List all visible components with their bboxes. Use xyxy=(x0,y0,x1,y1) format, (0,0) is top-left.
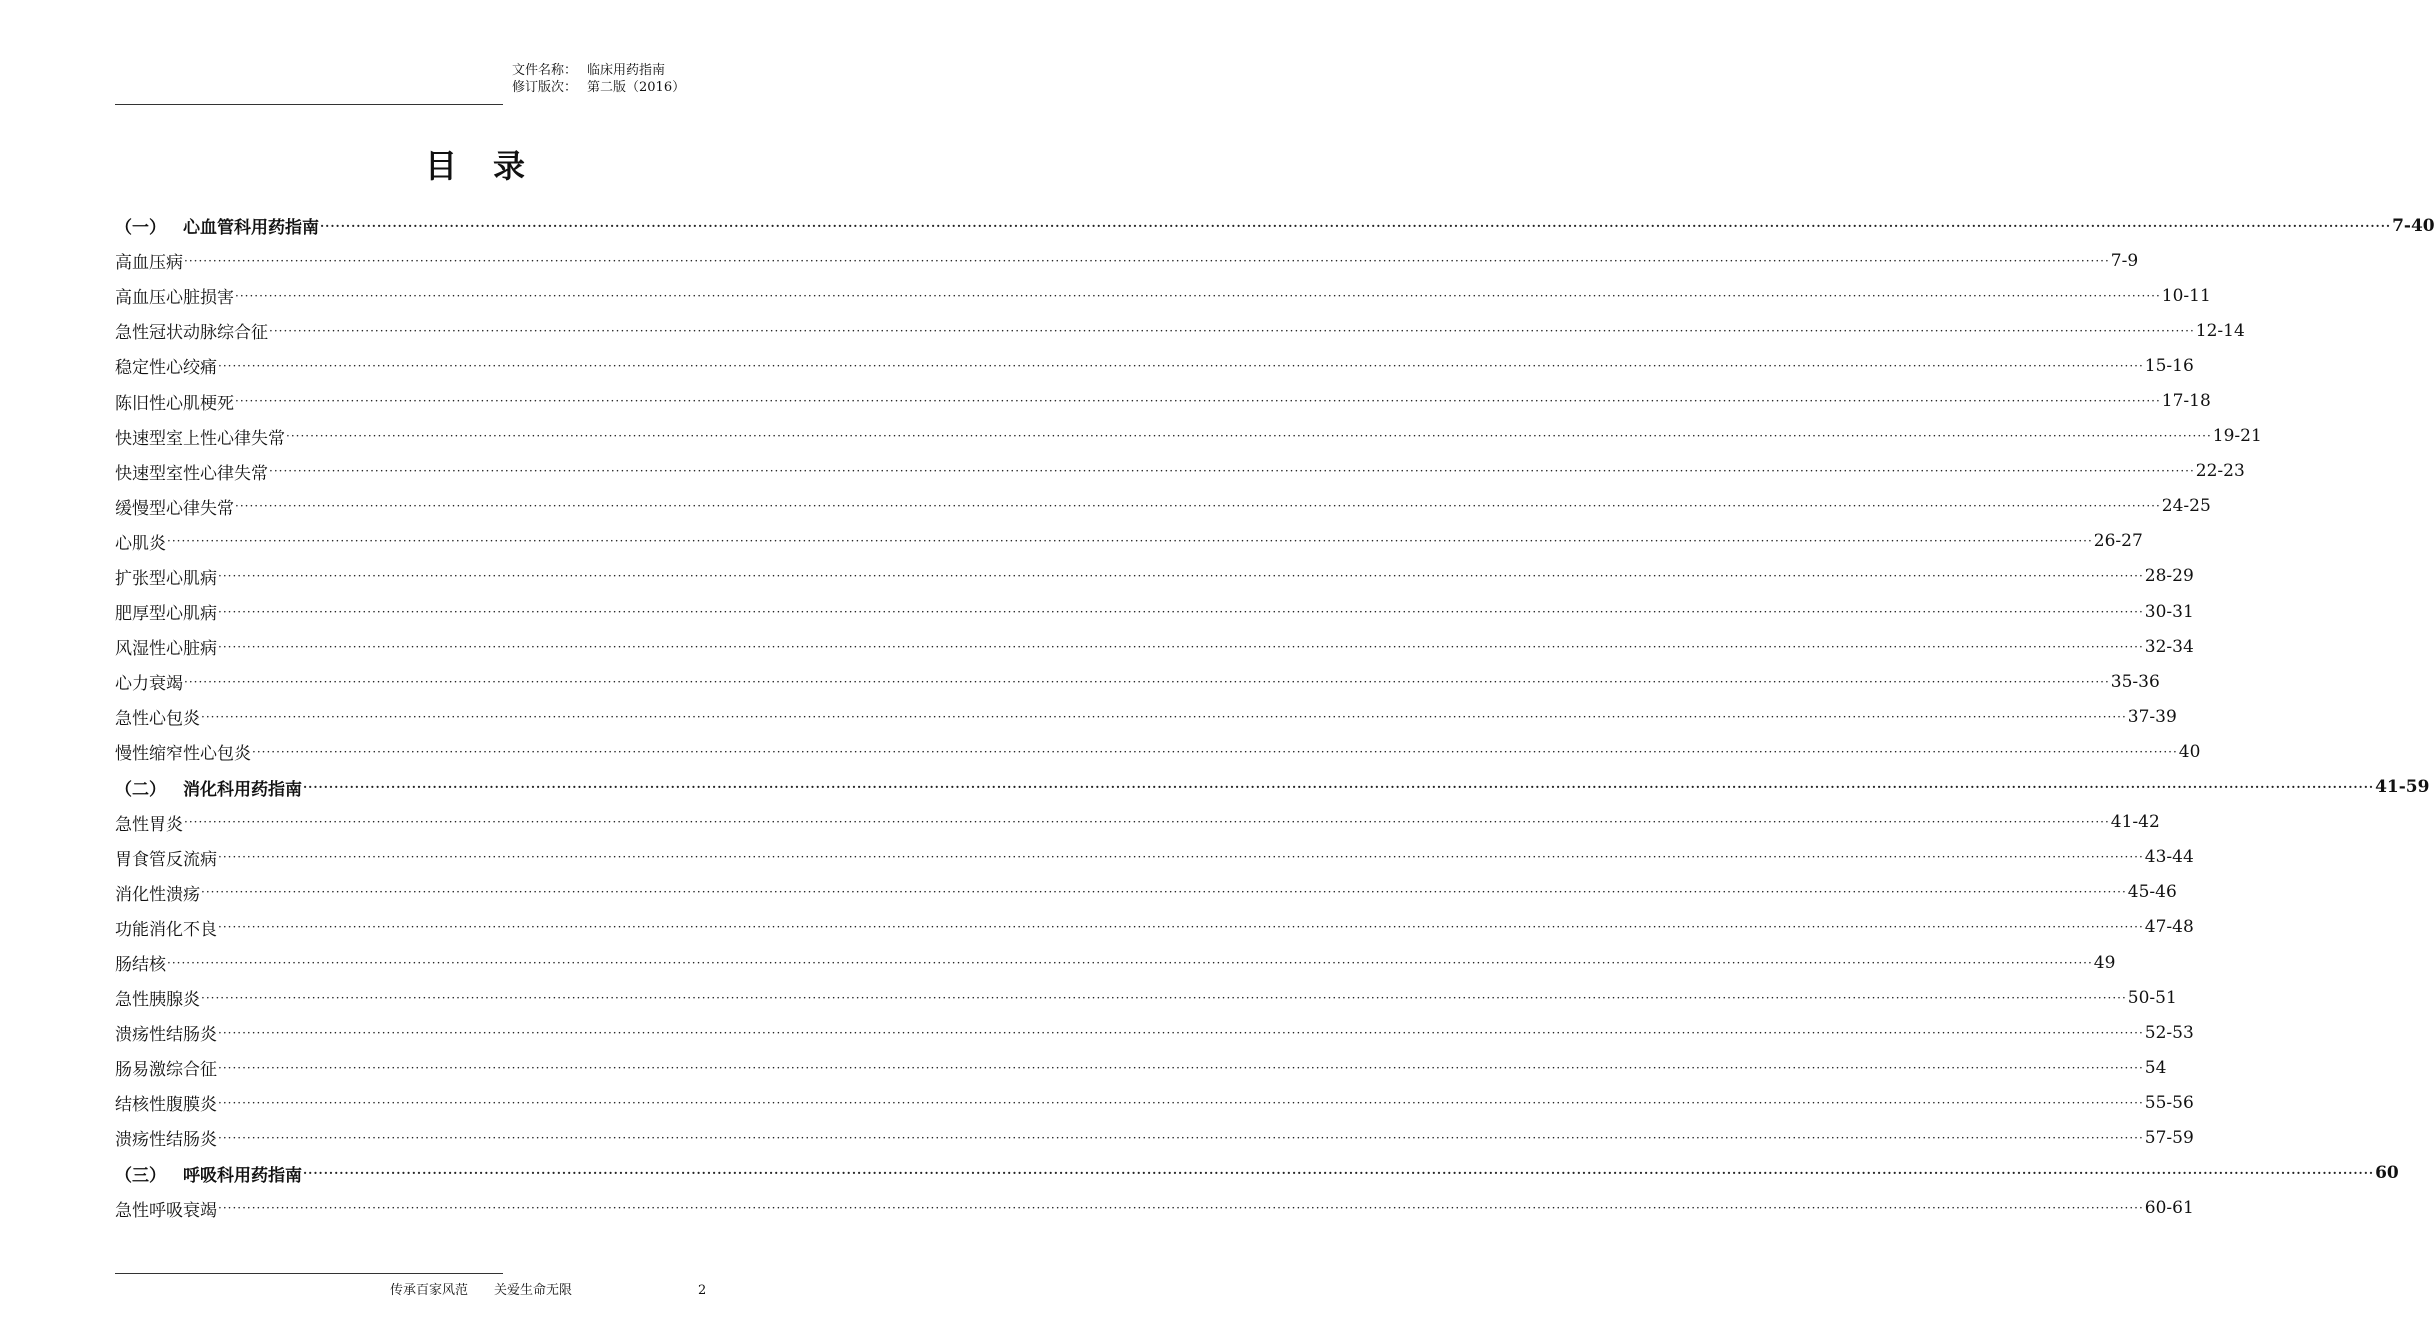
toc-title: 消化性溃疡 xyxy=(115,884,200,905)
toc-page-range: 12-14 xyxy=(2195,320,2245,341)
header-divider xyxy=(115,104,503,105)
toc-page-range: 57-59 xyxy=(2144,1127,2194,1148)
toc-leader-dots: ················································································································································································································································································································································································································ xyxy=(235,394,2161,409)
toc-leader-dots: ················································································································································································································································································································································································································ xyxy=(201,990,2127,1005)
footer-slogan-2: 关爱生命无限 xyxy=(494,1283,573,1298)
toc-entry[interactable] xyxy=(115,524,2143,559)
toc-title: 陈旧性心肌梗死 xyxy=(115,393,234,414)
toc-title: 胃食管反流病 xyxy=(115,849,217,870)
toc-leader-dots: ················································································································································································································································································································································································································ xyxy=(269,464,2195,479)
toc-page-range: 17-18 xyxy=(2161,391,2211,412)
toc-leader-dots: ················································································································································································································································································································································································································ xyxy=(320,218,2392,233)
toc-page-range: 10-11 xyxy=(2161,285,2211,306)
toc-title: 肠易激综合征 xyxy=(115,1060,217,1081)
toc-page-range: 24-25 xyxy=(2161,496,2211,517)
toc-entry[interactable] xyxy=(115,910,2194,945)
toc-leader-dots: ················································································································································································································································································································································································································ xyxy=(184,253,2110,268)
toc-page-range: 19-21 xyxy=(2212,426,2262,447)
toc-leader-dots: ················································································································································································································································································································································································································ xyxy=(184,674,2110,689)
toc-entry[interactable] xyxy=(115,454,2245,489)
toc-section-number: （一） xyxy=(115,218,166,239)
toc-entry[interactable] xyxy=(115,594,2194,629)
toc-leader-dots: ················································································································································································································································································································································································································ xyxy=(167,534,2093,549)
toc-page-range: 60-61 xyxy=(2144,1198,2194,1219)
toc-page-range: 49 xyxy=(2093,952,2116,973)
toc-title: 快速型室性心律失常 xyxy=(115,463,268,484)
toc-title: 急性胰腺炎 xyxy=(115,990,200,1011)
toc-section-heading[interactable] xyxy=(115,770,2430,805)
toc-page-range: 41-42 xyxy=(2110,812,2160,833)
toc-leader-dots: ················································································································································································································································································································································································································ xyxy=(167,955,2093,970)
toc-entry[interactable] xyxy=(115,383,2211,418)
toc-leader-dots: ················································································································································································································································································································································································································ xyxy=(303,1166,2375,1181)
toc-title: 呼吸科用药指南 xyxy=(183,1165,302,1186)
table-of-contents xyxy=(115,208,2435,1226)
toc-entry[interactable] xyxy=(115,945,2116,980)
toc-title: 心血管科用药指南 xyxy=(183,218,319,239)
toc-leader-dots: ················································································································································································································································································································································································································ xyxy=(218,1201,2144,1216)
toc-title: 溃疡性结肠炎 xyxy=(115,1130,217,1151)
toc-title: 急性冠状动脉综合征 xyxy=(115,323,268,344)
toc-entry[interactable] xyxy=(115,699,2177,734)
toc-leader-dots: ················································································································································································································································································································································································································ xyxy=(218,1130,2144,1145)
toc-leader-dots: ················································································································································································································································································································································································································ xyxy=(269,323,2195,338)
toc-title: 急性胃炎 xyxy=(115,814,183,835)
revision-value: 第二版（2016） xyxy=(587,80,686,95)
toc-page-range: 47-48 xyxy=(2144,917,2194,938)
page-title: 目录 xyxy=(424,147,561,185)
toc-leader-dots: ················································································································································································································································································································································································································ xyxy=(235,288,2161,303)
toc-leader-dots: ················································································································································································································································································································································································································ xyxy=(218,569,2144,584)
toc-leader-dots: ················································································································································································································································································································································································································ xyxy=(218,1060,2144,1075)
toc-page-range: 30-31 xyxy=(2144,601,2194,622)
toc-leader-dots: ················································································································································································································································································································································································································ xyxy=(303,780,2375,795)
toc-page-range: 28-29 xyxy=(2144,566,2194,587)
toc-page-range: 43-44 xyxy=(2144,847,2194,868)
toc-entry[interactable] xyxy=(115,1191,2194,1226)
toc-title: 肠结核 xyxy=(115,955,166,976)
toc-title: 心力衰竭 xyxy=(115,674,183,695)
toc-leader-dots: ················································································································································································································································································································································································································ xyxy=(218,639,2144,654)
toc-title: 溃疡性结肠炎 xyxy=(115,1025,217,1046)
file-name-label: 文件名称： xyxy=(512,63,578,78)
toc-page-range: 7-9 xyxy=(2110,250,2139,271)
toc-title: 肥厚型心肌病 xyxy=(115,604,217,625)
toc-entry[interactable] xyxy=(115,664,2160,699)
toc-title: 消化科用药指南 xyxy=(183,779,302,800)
toc-section-number: （二） xyxy=(115,779,166,800)
footer-slogan-1: 传承百家风范 xyxy=(390,1283,469,1298)
toc-title: 扩张型心肌病 xyxy=(115,568,217,589)
toc-section-heading[interactable] xyxy=(115,208,2435,243)
toc-entry[interactable] xyxy=(115,805,2160,840)
document-header xyxy=(512,62,685,96)
toc-leader-dots: ················································································································································································································································································································································································································ xyxy=(201,709,2127,724)
toc-entry[interactable] xyxy=(115,419,2262,454)
page-number: 2 xyxy=(698,1283,707,1298)
toc-page-range: 41-59 xyxy=(2375,777,2430,798)
footer-divider xyxy=(115,1273,503,1274)
toc-title: 快速型室上性心律失常 xyxy=(115,428,285,449)
revision-row xyxy=(512,79,685,96)
toc-title: 风湿性心脏病 xyxy=(115,639,217,660)
toc-page-range: 55-56 xyxy=(2144,1092,2194,1113)
revision-label: 修订版次： xyxy=(512,80,578,95)
toc-entry[interactable] xyxy=(115,489,2211,524)
toc-entry[interactable] xyxy=(115,243,2139,278)
toc-page-range: 45-46 xyxy=(2127,882,2177,903)
toc-entry[interactable] xyxy=(115,1050,2167,1085)
toc-page-range: 50-51 xyxy=(2127,987,2177,1008)
toc-section-heading[interactable] xyxy=(115,1156,2399,1191)
toc-entry[interactable] xyxy=(115,559,2194,594)
file-name-value: 临床用药指南 xyxy=(587,63,666,78)
toc-leader-dots: ················································································································································································································································································································································································································ xyxy=(218,1095,2144,1110)
toc-page-range: 52-53 xyxy=(2144,1022,2194,1043)
file-name-row xyxy=(512,62,685,79)
toc-leader-dots: ················································································································································································································································································································································································································ xyxy=(201,885,2127,900)
toc-title: 高血压心脏损害 xyxy=(115,288,234,309)
toc-page-range: 26-27 xyxy=(2093,531,2143,552)
toc-title: 稳定性心绞痛 xyxy=(115,358,217,379)
toc-leader-dots: ················································································································································································································································································································································································································ xyxy=(218,1025,2144,1040)
toc-entry[interactable] xyxy=(115,313,2245,348)
toc-entry[interactable] xyxy=(115,1085,2194,1120)
toc-entry[interactable] xyxy=(115,278,2211,313)
toc-leader-dots: ················································································································································································································································································································································································································ xyxy=(218,604,2144,619)
toc-page-range: 35-36 xyxy=(2110,671,2160,692)
toc-leader-dots: ················································································································································································································································································································································································································ xyxy=(218,850,2144,865)
toc-entry[interactable] xyxy=(115,1120,2194,1155)
toc-entry[interactable] xyxy=(115,348,2194,383)
toc-page-range: 54 xyxy=(2144,1057,2167,1078)
toc-page-range: 32-34 xyxy=(2144,636,2194,657)
toc-title: 慢性缩窄性心包炎 xyxy=(115,744,251,765)
toc-title: 心肌炎 xyxy=(115,533,166,554)
toc-title: 缓慢型心律失常 xyxy=(115,498,234,519)
toc-leader-dots: ················································································································································································································································································································································································································ xyxy=(218,920,2144,935)
toc-entry[interactable] xyxy=(115,980,2177,1015)
toc-title: 功能消化不良 xyxy=(115,919,217,940)
toc-entry[interactable] xyxy=(115,734,2201,769)
toc-title: 结核性腹膜炎 xyxy=(115,1095,217,1116)
toc-leader-dots: ················································································································································································································································································································································································································ xyxy=(252,744,2178,759)
toc-page-range: 40 xyxy=(2178,741,2201,762)
toc-leader-dots: ················································································································································································································································································································································································································ xyxy=(218,358,2144,373)
toc-entry[interactable] xyxy=(115,840,2194,875)
toc-page-range: 22-23 xyxy=(2195,461,2245,482)
toc-page-range: 60 xyxy=(2375,1163,2399,1184)
toc-entry[interactable] xyxy=(115,875,2177,910)
toc-leader-dots: ················································································································································································································································································································································································································ xyxy=(235,499,2161,514)
toc-title: 急性心包炎 xyxy=(115,709,200,730)
toc-leader-dots: ················································································································································································································································································································································································································ xyxy=(286,429,2212,444)
toc-entry[interactable] xyxy=(115,1015,2194,1050)
toc-page-range: 15-16 xyxy=(2144,355,2194,376)
toc-section-number: （三） xyxy=(115,1165,166,1186)
toc-leader-dots: ················································································································································································································································································································································································································ xyxy=(184,815,2110,830)
toc-title: 急性呼吸衰竭 xyxy=(115,1200,217,1221)
toc-page-range: 7-40 xyxy=(2392,215,2435,236)
toc-title: 高血压病 xyxy=(115,253,183,274)
toc-entry[interactable] xyxy=(115,629,2194,664)
toc-page-range: 37-39 xyxy=(2127,706,2177,727)
